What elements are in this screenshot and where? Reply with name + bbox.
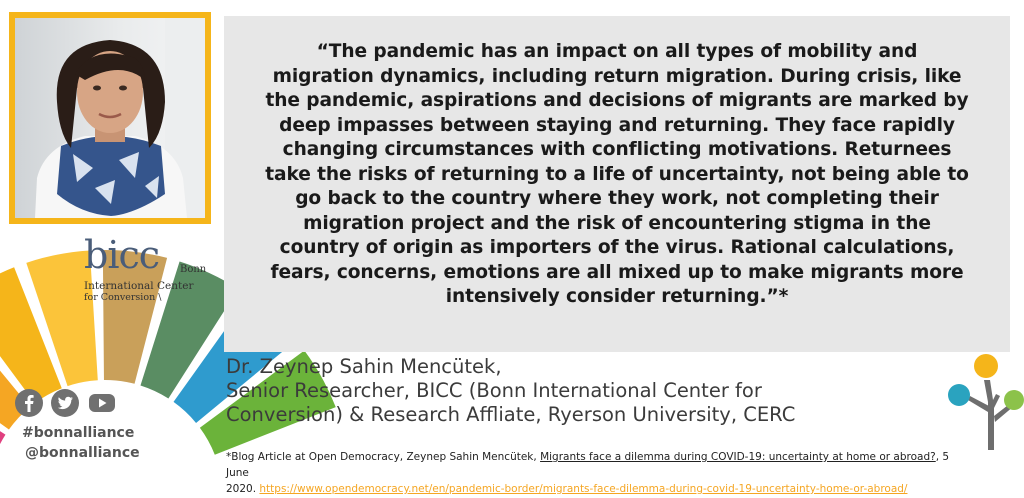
author-block (226, 355, 926, 427)
quote-text (234, 40, 1000, 310)
portrait-photo (15, 18, 205, 218)
social-handle[interactable]: @bonnalliance (25, 445, 140, 461)
hashtag[interactable]: #bonnalliance (22, 425, 135, 441)
social-icons (14, 388, 118, 420)
quote-line: take the risks of returning to a life of uncertainty, not being able to (265, 163, 969, 185)
quote-line: intensively consider returning.”* (445, 286, 789, 307)
author-name: Dr. Zeynep Sahin Mencütek, (226, 355, 502, 378)
footnote-date-part2: 2020. (226, 483, 260, 495)
quote-line: country of origin as importers of the virus. Rational calculations, (279, 237, 955, 258)
author-role-line1: Senior Researcher, BICC (Bonn International Center for (226, 379, 762, 402)
quote-line: go back to the country where they work, not completing their (295, 188, 939, 209)
quote-line: the pandemic, aspirations and decisions of migrants are marked by (265, 90, 969, 111)
quote-box (224, 16, 1010, 352)
tree-logo (944, 350, 1024, 450)
footnote-url-link[interactable]: https://www.opendemocracy.net/en/pandemic-border/migrants-face-dilemma-during-covid-19-uncertainty-home-or-abroad/ (259, 483, 908, 495)
youtube-icon[interactable] (87, 388, 117, 418)
logo-bonn: Bonn (180, 264, 207, 275)
footnote-date-part1: , 5 June (226, 451, 950, 479)
logo-wordmark: bicc (84, 233, 160, 277)
quote-line: “The pandemic has an impact on all types of mobility and (316, 41, 918, 62)
quote-line: migration project and the risk of encountering stigma in the (303, 212, 931, 234)
footnote (226, 449, 966, 497)
quote-line: fears, concerns, emotions are all mixed up to make migrants more (270, 261, 964, 283)
person-illustration (15, 18, 205, 218)
quote-line: changing circumstances with conflicting motivations. Returnees (282, 139, 952, 160)
logo-subtitle: International Center (84, 280, 194, 292)
twitter-icon[interactable] (50, 388, 80, 418)
footnote-prefix: *Blog Article at Open Democracy, Zeynep Sahin Mencütek, (226, 451, 541, 463)
portrait-frame (9, 12, 211, 224)
quote-line: migration dynamics, including return migration. During crisis, like (272, 65, 962, 87)
bicc-logo (84, 233, 207, 303)
footnote-article-link[interactable]: Migrants face a dilemma during COVID-19: uncertainty at home or abroad? (540, 451, 936, 463)
facebook-icon[interactable] (14, 388, 44, 418)
quote-line: deep impasses between staying and returning. They face rapidly (279, 114, 955, 136)
logo-subtitle-2: for Conversion \ (84, 292, 162, 303)
author-role-line2: Conversion) & Research Affliate, Ryerson University, CERC (226, 403, 796, 426)
